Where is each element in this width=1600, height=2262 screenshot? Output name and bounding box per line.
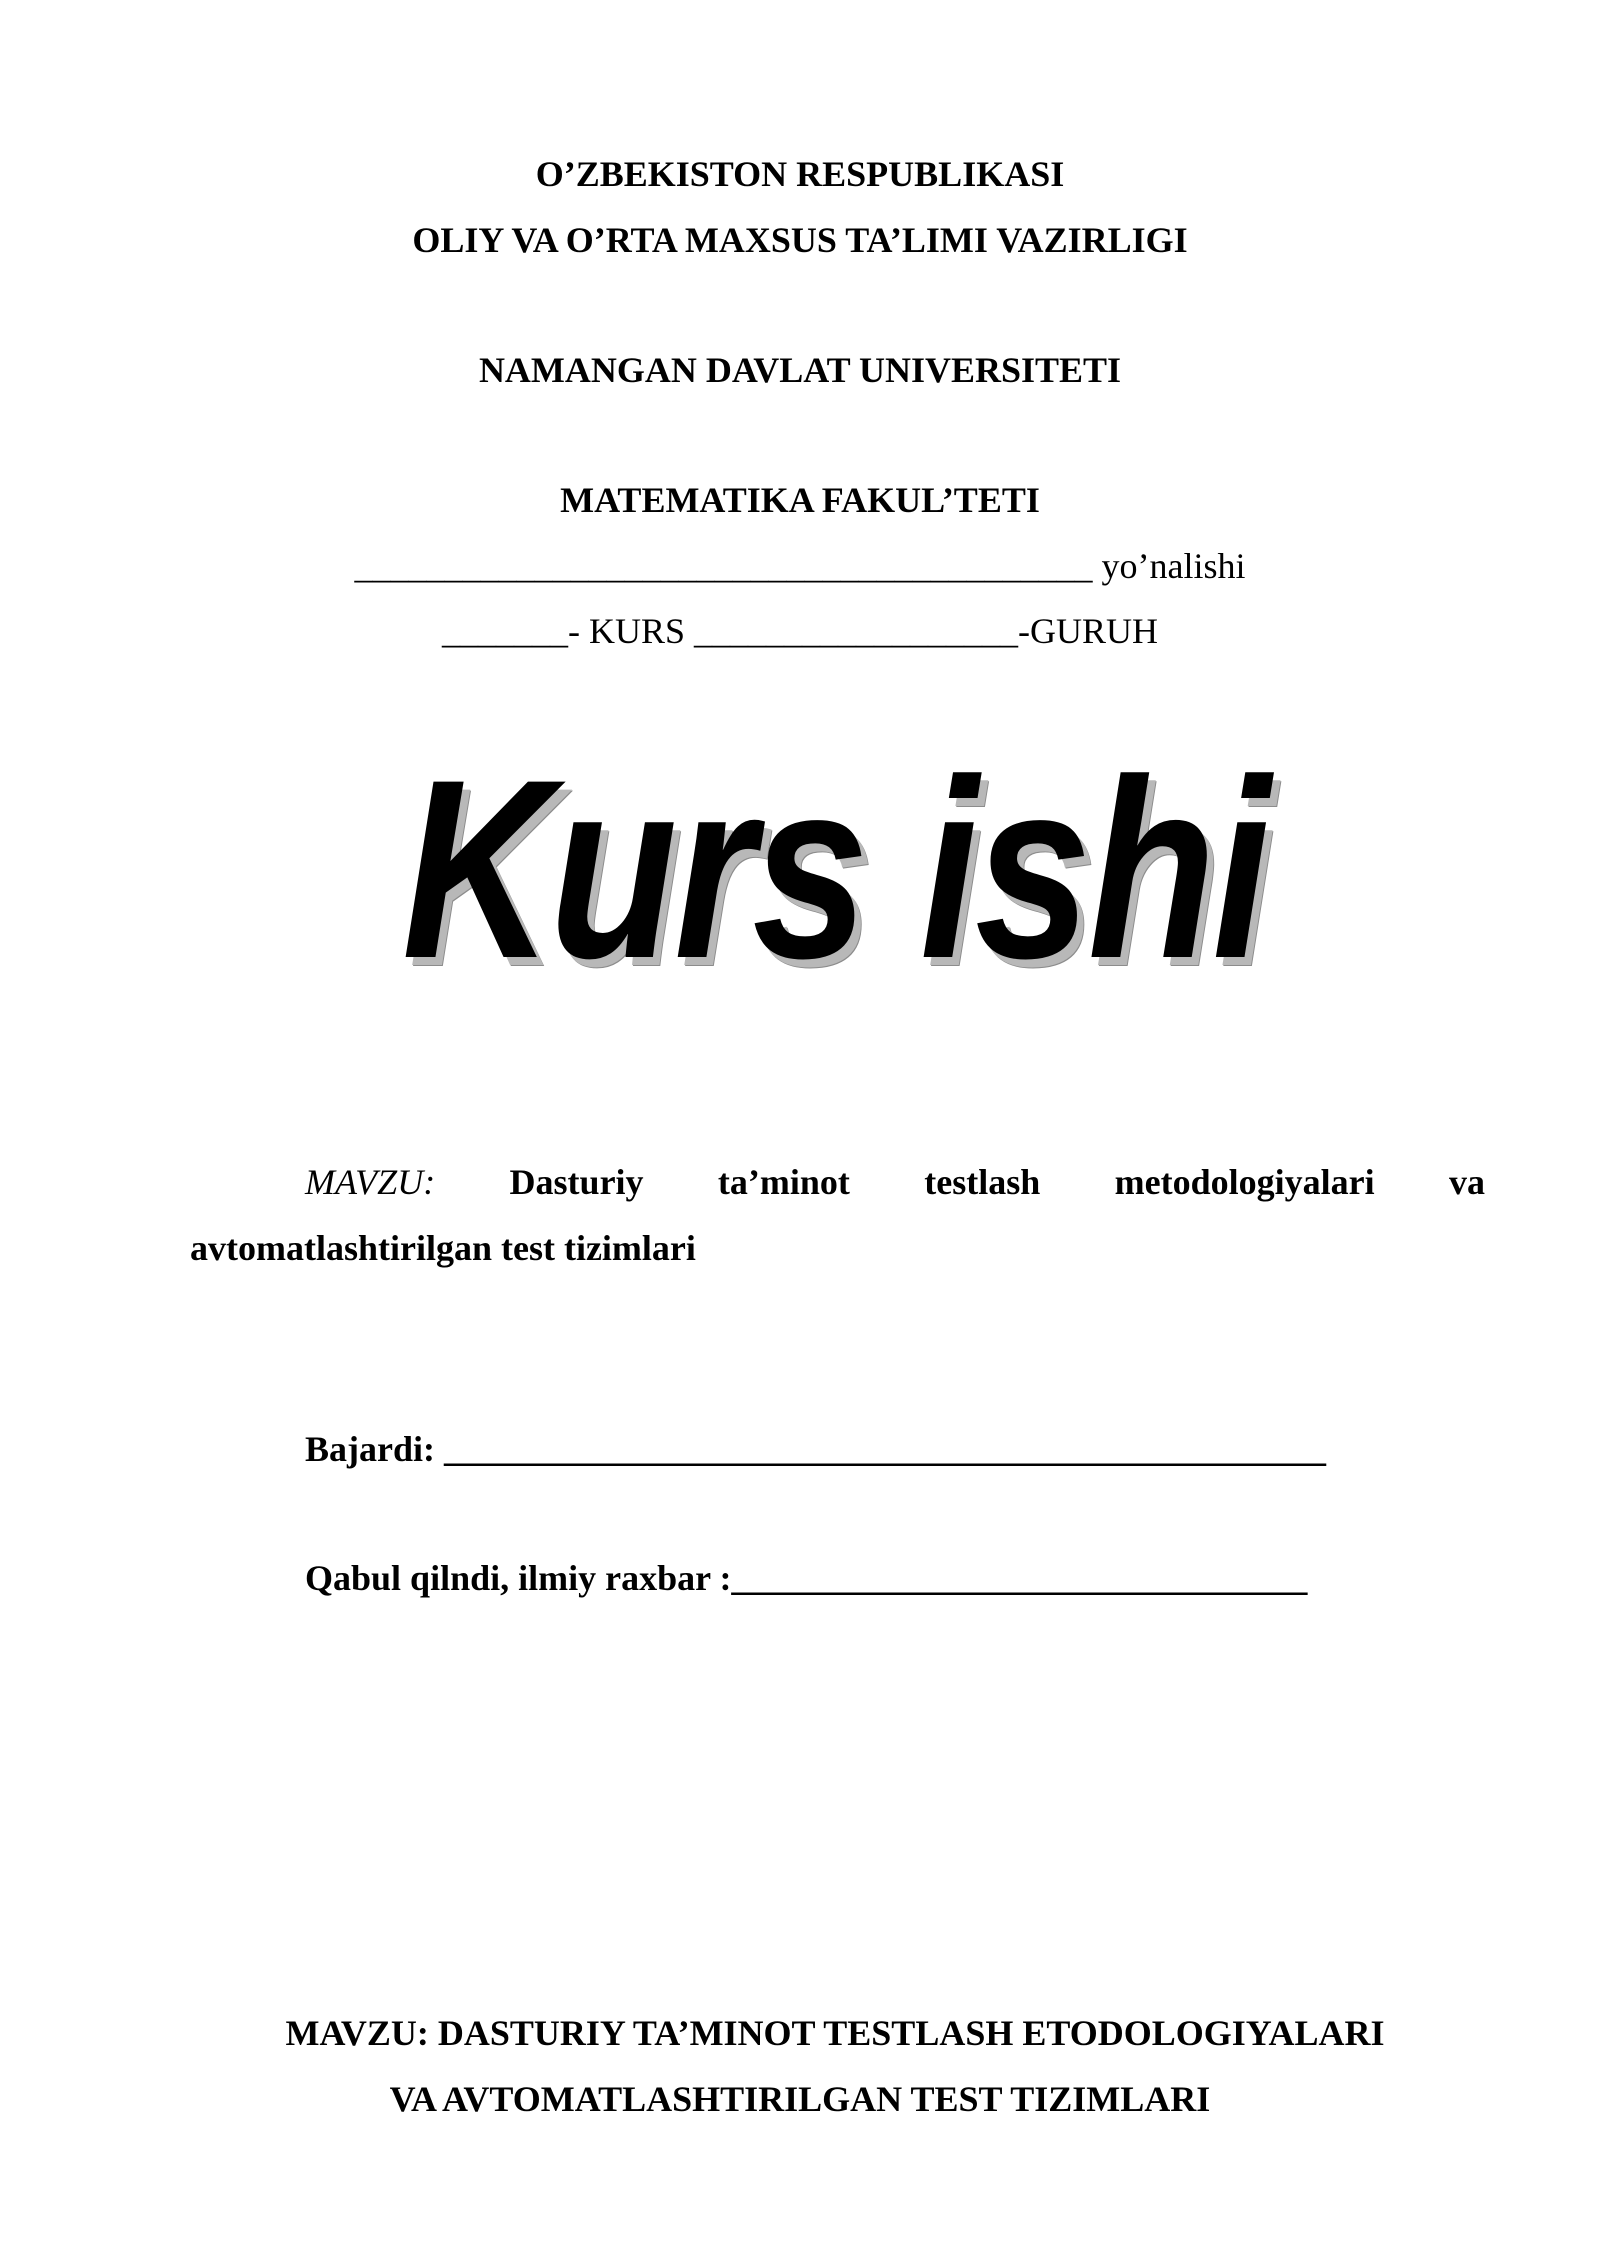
course-group-line: _______- KURS __________________-GURUH — [441, 611, 1158, 651]
topic-word: metodologiyalari — [1114, 1162, 1375, 1202]
topic-word: ta’minot — [717, 1162, 850, 1202]
ministry-heading: OLIY VA O’RTA MAXSUS TA’LIMI VAZIRLIGI — [412, 220, 1188, 260]
republic-heading: O’ZBEKISTON RESPUBLIKASI — [535, 154, 1065, 194]
topic-word: Dasturiy — [509, 1162, 644, 1202]
accepted-by-field: Qabul qilndi, ilmiy raxbar :________________________________ — [305, 1558, 1308, 1598]
title-block — [0, 727, 1600, 1012]
footer-topic-line-2: VA AVTOMATLASHTIRILGAN TEST TIZIMLARI — [389, 2079, 1211, 2119]
topic-block — [190, 1160, 1485, 1270]
university-heading: NAMANGAN DAVLAT UNIVERSITETI — [478, 350, 1122, 390]
direction-line: _________________________________________ yo’nalishi — [354, 546, 1246, 586]
faculty-heading: MATEMATIKA FAKUL’TETI — [560, 480, 1040, 520]
topic-second-line: avtomatlashtirilgan test tizimlari — [190, 1228, 696, 1268]
performed-by-field: Bajardi: _________________________________________________ — [305, 1429, 1326, 1469]
topic-label: MAVZU: — [305, 1162, 436, 1202]
topic-word: va — [1448, 1162, 1485, 1202]
footer-topic-line-1: MAVZU: DASTURIY TA’MINOT TESTLASH ETODOLOGIYALARI — [285, 2013, 1385, 2053]
document-title: Kurs ishi — [402, 727, 1268, 1012]
topic-word: testlash — [924, 1162, 1041, 1202]
topic-first-line — [190, 1160, 1485, 1204]
